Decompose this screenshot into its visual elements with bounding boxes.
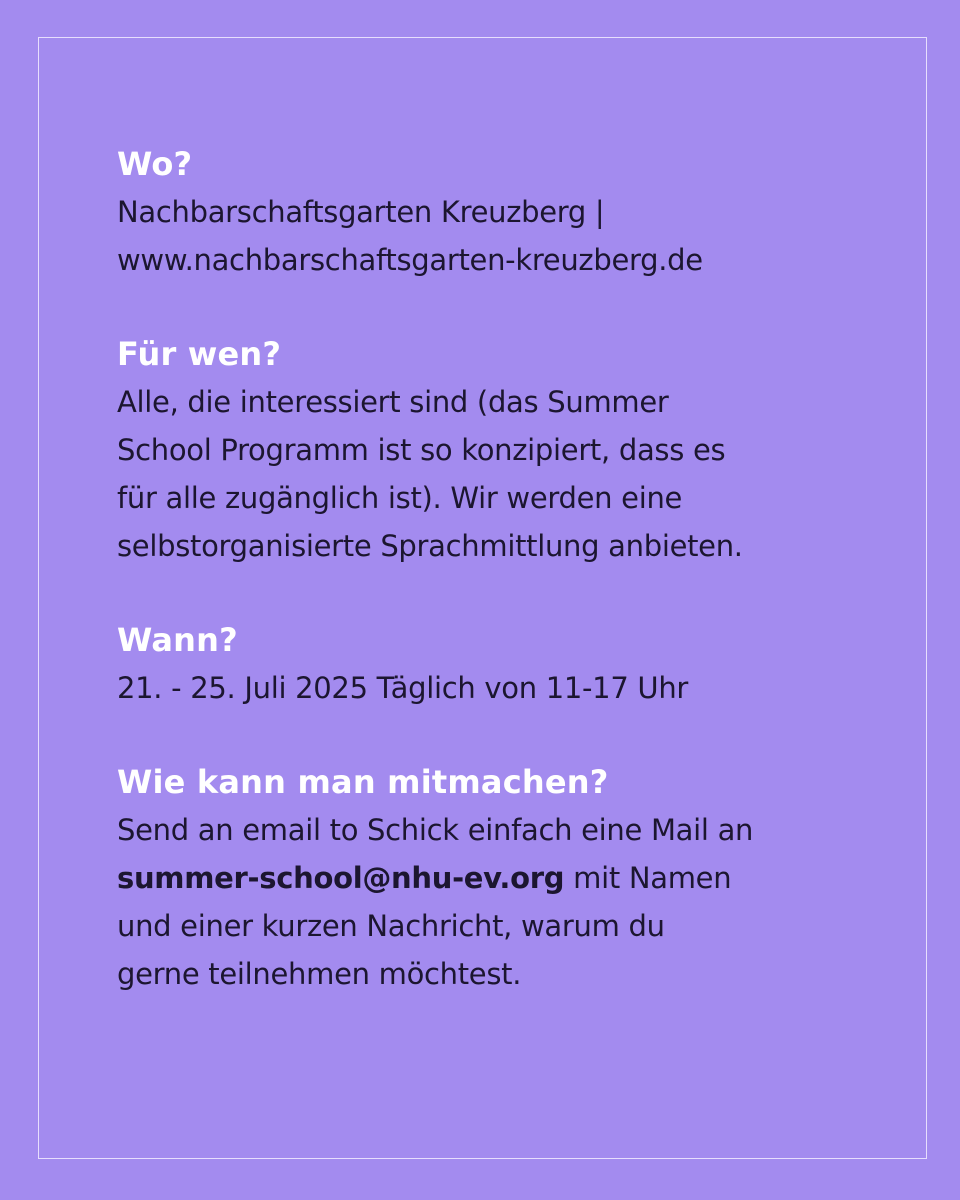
for-whom-body xyxy=(117,378,897,570)
where-heading: Wo? xyxy=(117,145,193,183)
when-heading: Wann? xyxy=(117,621,238,659)
info-content xyxy=(117,140,897,1044)
where-section xyxy=(117,140,897,284)
how-line: und einer kurzen Nachricht, warum du xyxy=(117,909,665,943)
how-line-rest: mit Namen xyxy=(564,861,732,895)
location-name: Nachbarschaftsgarten Kreuzberg | xyxy=(117,195,605,229)
when-body xyxy=(117,664,897,712)
how-line xyxy=(117,854,897,902)
when-section xyxy=(117,616,897,712)
location-website: www.nachbarschaftsgarten-kreuzberg.de xyxy=(117,243,703,277)
for-whom-line: selbstorganisierte Sprachmittlung anbieten. xyxy=(117,529,743,563)
for-whom-section xyxy=(117,330,897,570)
for-whom-line: School Programm ist so konzipiert, dass es xyxy=(117,433,726,467)
for-whom-line: Alle, die interessiert sind (das Summer xyxy=(117,385,669,419)
for-whom-line: für alle zugänglich ist). Wir werden eine xyxy=(117,481,683,515)
how-line: Send an email to Schick einfach eine Mail an xyxy=(117,813,754,847)
how-heading: Wie kann man mitmachen? xyxy=(117,763,609,801)
where-body xyxy=(117,188,897,284)
email-address[interactable]: summer-school@nhu-ev.org xyxy=(117,861,565,895)
for-whom-heading: Für wen? xyxy=(117,335,282,373)
how-section xyxy=(117,758,897,998)
how-body xyxy=(117,806,897,998)
date-time: 21. - 25. Juli 2025 Täglich von 11-17 Uhr xyxy=(117,671,689,705)
how-line: gerne teilnehmen möchtest. xyxy=(117,957,522,991)
